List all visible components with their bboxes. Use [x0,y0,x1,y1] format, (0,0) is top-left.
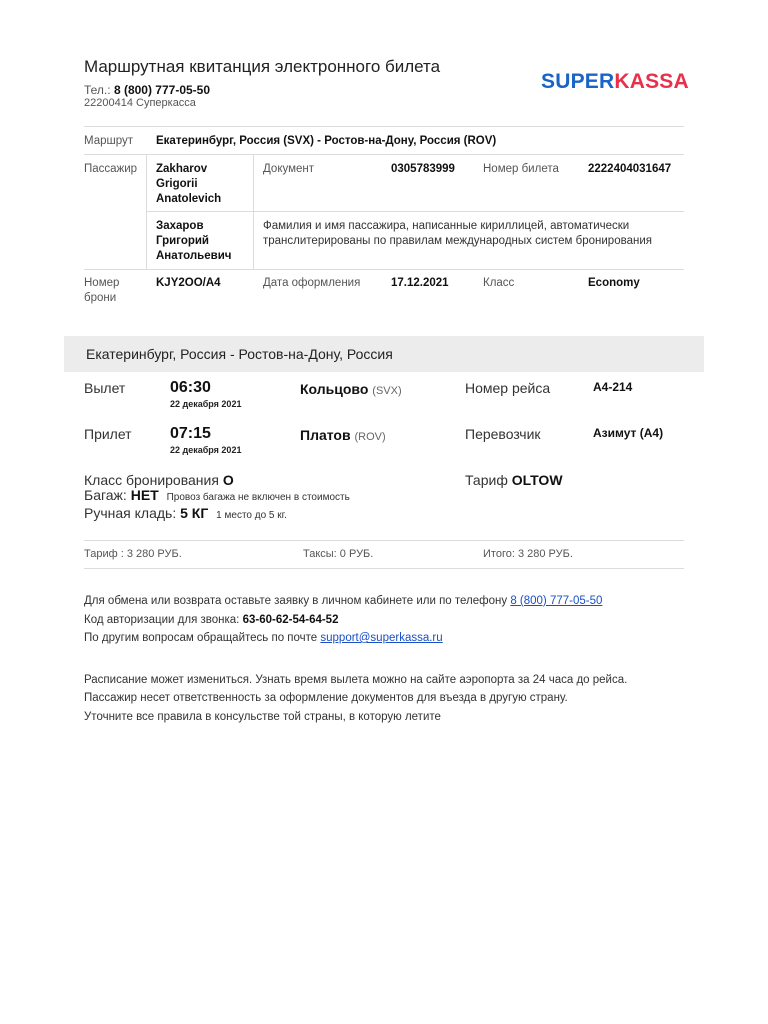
carry-on-label: Ручная кладь: [84,505,177,521]
phone-line [84,83,210,97]
carry-on-note: 1 место до 5 кг. [216,510,287,521]
column-divider [146,154,147,270]
departure-time: 06:30 [170,379,211,396]
notice-consulate: Уточните все правила в консульстве той страны, в которую летите [84,711,441,723]
grand-total: Итого: 3 280 РУБ. [483,548,573,560]
segment-title: Екатеринбург, Россия - Ростов-на-Дону, Россия [86,346,393,362]
column-divider [253,154,254,270]
booking-class-value: О [222,472,234,488]
support-text: По другим вопросам обращайтесь по почте [84,632,318,644]
support-email-link[interactable]: support@superkassa.ru [320,632,443,644]
passenger-surname-cyrillic: Захаров [156,220,204,232]
class-value: Economy [588,277,640,289]
segment-header [64,336,704,372]
auth-code-value: 63-60-62-54-64-52 [242,614,339,626]
divider [84,540,684,541]
departure-date: 22 декабря 2021 [170,399,242,409]
logo-part-super: SUPER [541,70,615,93]
fare-basis-value: OLTOW [511,472,563,488]
page-title: Маршрутная квитанция электронного билета [84,57,441,76]
carry-on-line [84,505,287,521]
departure-airport-name: Кольцово [300,381,369,397]
phone-label: Тел.: [84,83,111,97]
route-value: Екатеринбург, Россия (SVX) - Ростов-на-Дону, Россия (ROV) [156,135,497,147]
passenger-name-cyrillic [156,219,231,264]
baggage-value: НЕТ [130,487,159,503]
support-line [84,629,443,648]
passenger-middle-name: Anatolevich [156,193,222,205]
arrival-date: 22 декабря 2021 [170,445,242,455]
agency-info: 22200414 Суперкасса [84,97,196,109]
booking-label-line1: Номер [84,277,120,289]
divider [84,269,684,270]
flight-number-label: Номер рейса [465,380,551,396]
departure-label: Вылет [84,380,126,396]
carry-on-value: 5 КГ [180,505,209,521]
issue-date-label: Дата оформления [263,277,361,289]
passenger-middle-name-cyrillic: Анатольевич [156,250,232,262]
booking-number-label [84,276,119,306]
arrival-airport [300,427,386,443]
arrival-airport-code: (ROV) [354,431,386,443]
passenger-first-name: Grigorii [156,178,198,190]
document-label: Документ [263,163,315,175]
logo-part-kassa: KASSA [614,70,689,93]
booking-number-value: KJY2OO/A4 [156,277,221,289]
exchange-text: Для обмена или возврата оставьте заявку в личном кабинете или по телефону [84,595,508,607]
fare-basis [465,472,563,488]
notice-schedule: Расписание может измениться. Узнать время вылета можно на сайте аэропорта за 24 часа до рейса. [84,674,628,686]
baggage-line [84,487,350,503]
exchange-info [84,592,602,611]
divider [84,154,684,155]
divider [84,568,684,569]
auth-code-label: Код авторизации для звонка: [84,614,240,626]
route-label: Маршрут [84,135,134,147]
booking-class [84,472,234,488]
taxes-total: Таксы: 0 РУБ. [303,548,374,560]
auth-code-line [84,611,338,630]
booking-class-label: Класс бронирования [84,472,219,488]
ticket-number-label: Номер билета [483,163,559,175]
flight-number-value: А4-214 [593,380,633,394]
baggage-note: Провоз багажа не включен в стоимость [166,492,350,503]
notice-documents: Пассажир несет ответственность за оформление документов для въезда в другую страну. [84,692,568,704]
ticket-number-value: 2222404031647 [588,163,672,175]
transliteration-note: Фамилия и имя пассажира, написанные кириллицей, автоматически транслитерированы по правилам международных систем бронирования [263,220,652,247]
booking-label-line2: брони [84,292,117,304]
arrival-time: 07:15 [170,425,211,442]
passenger-name-latin [156,162,221,207]
exchange-phone-link[interactable]: 8 (800) 777-05-50 [510,595,603,607]
carrier-label: Перевозчик [465,426,541,442]
passenger-label: Пассажир [84,163,138,175]
phone-value: 8 (800) 777-05-50 [113,83,211,97]
arrival-label: Прилет [84,426,132,442]
departure-airport-code: (SVX) [372,385,402,397]
document-value: 0305783999 [391,163,455,175]
issue-date-value: 17.12.2021 [391,277,449,289]
arrival-airport-name: Платов [300,427,351,443]
departure-airport [300,381,402,397]
passenger-surname: Zakharov [156,163,208,175]
fare-basis-label: Тариф [465,472,508,488]
passenger-first-name-cyrillic: Григорий [156,235,210,247]
baggage-label: Багаж: [84,487,127,503]
superkassa-logo [541,70,689,94]
divider [84,126,684,127]
fare-total: Тариф : 3 280 РУБ. [84,548,182,560]
divider [146,211,684,212]
carrier-value: Азимут (А4) [593,426,664,440]
class-label: Класс [483,277,515,289]
